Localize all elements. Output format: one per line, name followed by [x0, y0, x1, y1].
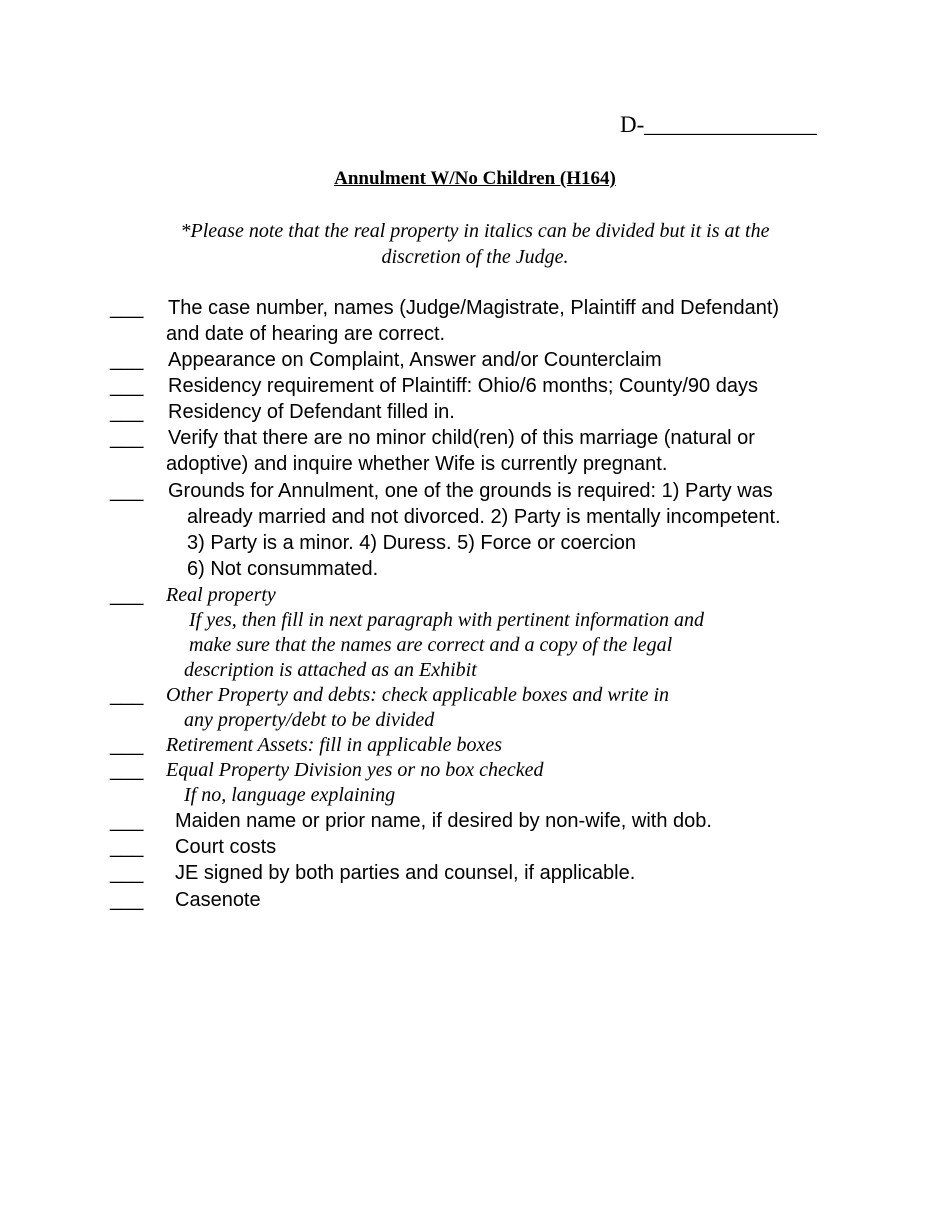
item-line: adoptive) and inquire whether Wife is currently pregnant.	[166, 453, 668, 475]
check-blank[interactable]: ___	[110, 480, 144, 502]
item-line: Casenote	[175, 889, 261, 911]
item-line: If no, language explaining	[184, 784, 396, 806]
item-line: Maiden name or prior name, if desired by non-wife, with dob.	[175, 810, 712, 832]
check-blank[interactable]: ___	[110, 297, 144, 319]
italics-note: *Please note that the real property in italics can be divided but it is at the discretion of the Judge.	[180, 220, 770, 268]
item-line: Residency requirement of Plaintiff: Ohio/6 months; County/90 days	[168, 375, 758, 397]
item-line: Retirement Assets: fill in applicable boxes	[166, 734, 503, 756]
check-blank[interactable]: ___	[110, 759, 144, 781]
check-blank[interactable]: ___	[110, 862, 144, 884]
item-line: Equal Property Division yes or no box checked	[166, 759, 544, 781]
check-blank[interactable]: ___	[110, 889, 144, 911]
item-line: already married and not divorced. 2) Party is mentally incompetent.	[187, 506, 781, 528]
item-line: 3) Party is a minor. 4) Duress. 5) Force or coercion	[187, 532, 637, 554]
item-line: Residency of Defendant filled in.	[168, 401, 455, 423]
item-line: Court costs	[175, 836, 277, 858]
item-line: Grounds for Annulment, one of the grounds is required: 1) Party was	[168, 480, 773, 502]
item-line: any property/debt to be divided	[184, 709, 435, 731]
item-line: The case number, names (Judge/Magistrate, Plaintiff and Defendant)	[168, 297, 780, 319]
check-blank[interactable]: ___	[110, 836, 144, 858]
check-blank[interactable]: ___	[110, 401, 144, 423]
item-line: If yes, then fill in next paragraph with pertinent information and	[189, 609, 704, 631]
item-line: description is attached as an Exhibit	[184, 659, 477, 681]
check-blank[interactable]: ___	[110, 810, 144, 832]
check-blank[interactable]: ___	[110, 375, 144, 397]
check-blank[interactable]: ___	[110, 734, 144, 756]
item-line: Appearance on Complaint, Answer and/or Counterclaim	[168, 349, 662, 371]
item-line: make sure that the names are correct and a copy of the legal	[189, 634, 673, 656]
item-line: Real property	[166, 584, 276, 606]
item-line: and date of hearing are correct.	[166, 323, 446, 345]
check-blank[interactable]: ___	[110, 427, 144, 449]
case-number-field[interactable]: D-_______________	[620, 112, 817, 137]
page-title	[0, 168, 950, 190]
check-blank[interactable]: ___	[110, 584, 144, 606]
check-blank[interactable]: ___	[110, 684, 144, 706]
item-line: 6) Not consummated.	[187, 558, 379, 580]
item-line: JE signed by both parties and counsel, if applicable.	[175, 862, 636, 884]
check-blank[interactable]: ___	[110, 349, 144, 371]
page-title-text: Annulment W/No Children (H164)	[334, 168, 616, 189]
item-line: Other Property and debts: check applicable boxes and write in	[166, 684, 670, 706]
item-line: Verify that there are no minor child(ren) of this marriage (natural or	[168, 427, 755, 449]
